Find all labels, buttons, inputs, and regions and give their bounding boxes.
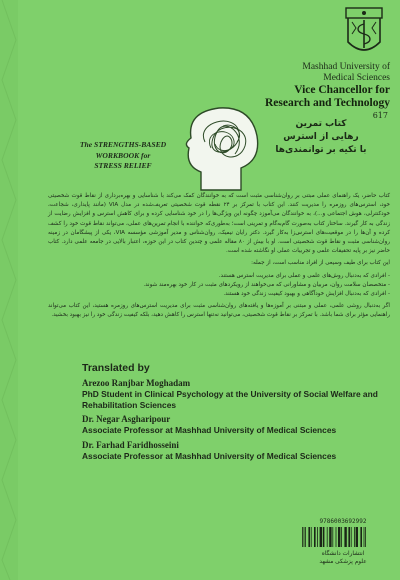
translator-name: Arezoo Ranjbar Moghadam [82, 378, 191, 388]
translator-entry [82, 378, 382, 410]
publisher-line2: علوم پزشکی مشهد [319, 559, 367, 565]
isbn-number: 9786003692992 [319, 518, 367, 525]
translator-role: PhD Student in Clinical Psychology at the University of Social Welfare and [82, 389, 378, 399]
description-paragraph: کتاب حاضر، یک راهنمای عملی مبتنی بر روان‌شناسی مثبت است که به خوانندگان کمک می‌کند با شناسایی و بهره‌برداری از نقاط قوت شخصیتی خود، استرس‌های روزمره را مدیریت کنند. این کتاب با تمرکز بر ۲۴ نقطه قوت شخصیتی تعریف‌شده در مدل VIA (مانند پایداری، شجاعت، خودکنترلی، هوش اجتماعی و...)، به خوانندگان می‌آموزد چگونه این ویژگی‌ها را در خود شناسایی کرده و برای کاهش استرس و افزایش رضایت از زندگی به کار گیرند. ساختار کتاب به‌صورت گام‌به‌گام و تمرینی است؛ به‌طوری‌که خواننده با انجام تمرین‌های عملی، می‌تواند نقاط قوت خود را کشف کرده و آن‌ها را در موقعیت‌های استرس‌زا به‌کار گیرد. دکتر رایان نیمیک، روان‌شناس و مدیر آموزشی مؤسسه VIA، یکی از پیشگامان در زمینه روان‌شناسی مثبت و نقاط قوت شخصیتی است. او با بیش از ۸۰ مقاله علمی و چندین کتاب در این حوزه، اعتبار بالایی در جامعه علمی دارد. کتاب حاضر نیز بر پایه تحقیقات علمی و تجربیات عملی او نگاشته شده است. [48, 193, 390, 255]
english-title-line3: STRESS RELIEF [94, 161, 152, 170]
decorative-stripe [0, 0, 18, 580]
audience-item: - متخصصان سلامت روان، مربیان و مشاورانی که می‌خواهند از رویکردهای مثبت در کار خود بهره‌مند شوند. [143, 281, 390, 288]
english-title-line1: The STRENGTHS-BASED [79, 140, 167, 149]
persian-description [48, 192, 390, 324]
translator-name: Dr. Negar Asgharipour [82, 414, 171, 424]
translator-role: Associate Professor at Mashhad University of Medical Sciences [82, 450, 337, 461]
vice-chancellor-line2: Research and Technology [264, 97, 390, 109]
persian-title [272, 118, 370, 157]
tangled-head-icon [175, 102, 275, 192]
barcode-icon [301, 527, 385, 547]
translators-section [82, 361, 382, 465]
translator-entry [82, 414, 382, 436]
audience-intro: این کتاب برای طیف وسیعی از افراد مناسب است، از جمله: [251, 260, 390, 267]
institution-name [220, 62, 390, 84]
persian-title-line3: با تکیه بر توانمندی‌ها [275, 145, 367, 155]
vice-chancellor-line1: Vice Chancellor for [294, 84, 390, 96]
publisher-name [300, 550, 386, 566]
closing-paragraph: اگر به‌دنبال روشی علمی، عملی و مبتنی بر آموزه‌ها و یافته‌های روان‌شناسی مثبت برای مدیریت استرس‌های روزمره هستید، این کتاب می‌تواند راهنمایی مؤثر برای شما باشد. با تمرکز بر نقاط قوت شخصیتی، می‌توانید نه‌تنها استرس را کاهش دهید، بلکه کیفیت زندگی خود را نیز بهبود بخشید. [48, 303, 390, 319]
publication-code: 617 [372, 111, 388, 120]
english-title-line2: WORKBOOK for [95, 150, 151, 160]
translator-name: Dr. Farhad Faridhosseini [82, 439, 179, 450]
publisher-line1: انتشارات دانشگاه [321, 551, 365, 557]
translator-entry [82, 440, 382, 462]
institution-name-line2: Medical Sciences [323, 73, 390, 83]
university-emblem-icon [342, 6, 386, 60]
english-title [70, 140, 176, 172]
audience-item: - افرادی که به‌دنبال افزایش خودآگاهی و بهبود کیفیت زندگی خود هستند. [223, 291, 390, 298]
translator-role: Rehabilitation Sciences [82, 399, 177, 410]
persian-title-line2: رهایی از استرس [283, 132, 359, 142]
translator-role: Associate Professor at Mashhad University of Medical Sciences [82, 425, 337, 435]
institution-name-line1: Mashhad University of [302, 62, 390, 72]
translators-heading: Translated by [82, 362, 150, 374]
audience-item: - افرادی که به‌دنبال روش‌های علمی و عملی برای مدیریت استرس هستند. [218, 272, 390, 279]
persian-title-line1: کتاب تمرین [295, 119, 347, 129]
